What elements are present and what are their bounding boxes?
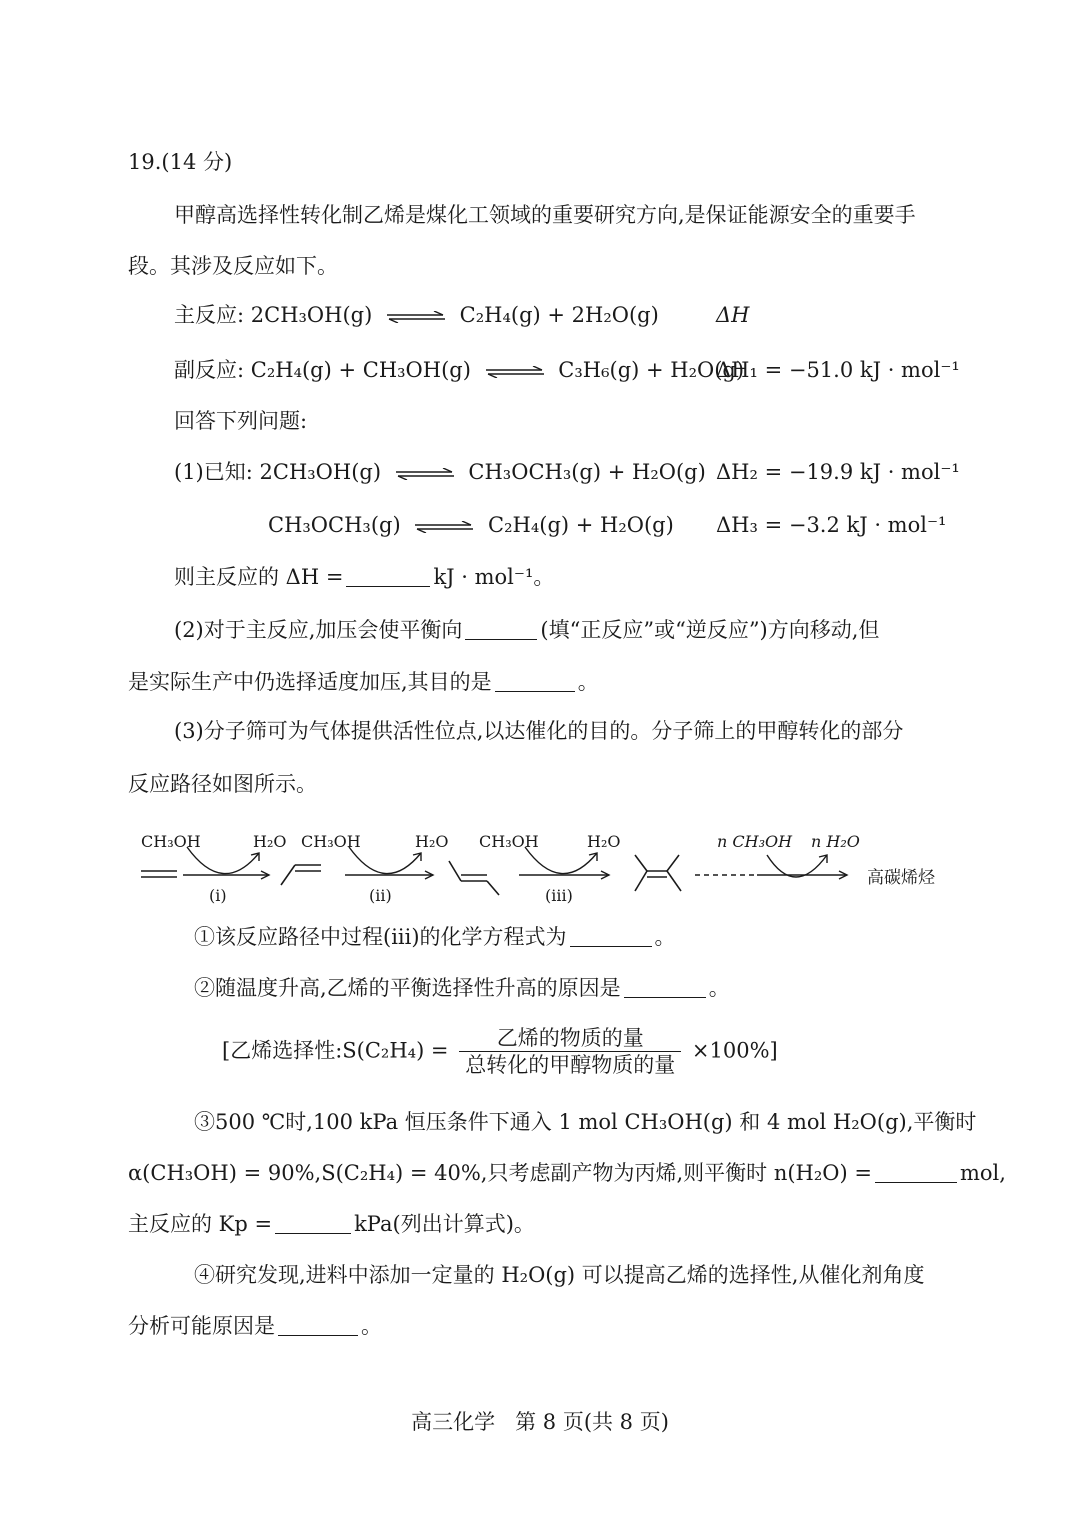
selectivity-formula <box>222 1028 778 1076</box>
main-reaction-left: 2CH₃OH(g) <box>250 303 373 327</box>
part2-line1-pre: (2)对于主反应,加压会使平衡向 <box>174 618 463 642</box>
part3-q3-line2-post: mol, <box>959 1161 1006 1185</box>
part3-q2-pre: ②随温度升高,乙烯的平衡选择性升高的原因是 <box>194 976 621 1000</box>
part3-q2 <box>194 978 730 999</box>
equilibrium-arrow-icon <box>486 366 544 378</box>
ethylene-structure <box>141 871 177 877</box>
part1-eq2 <box>268 515 674 536</box>
part1-eq2-dh: ΔH₃ = −3.2 kJ · mol⁻¹ <box>716 513 947 537</box>
part3-q4-line2-post: 。 <box>361 1314 382 1338</box>
side-reaction-dh: ΔH₁ = −51.0 kJ · mol⁻¹ <box>716 358 960 382</box>
step2-product: H₂O <box>415 832 449 851</box>
step2-reactant: CH₃OH <box>301 832 361 851</box>
part1-eq1-right: CH₃OCH₃(g) + H₂O(g) <box>468 460 706 484</box>
equilibrium-arrow-icon <box>396 468 454 480</box>
part3-q3-line-2 <box>128 1163 1006 1184</box>
step4-product: n H₂O <box>811 832 860 851</box>
propene-structure <box>281 865 321 885</box>
part1-eq1-left: 2CH₃OH(g) <box>259 460 382 484</box>
part3-q1-post: 。 <box>654 925 676 949</box>
butene-structure <box>449 861 499 895</box>
part3-q2-post: 。 <box>708 976 730 1000</box>
step1-reactant: CH₃OH <box>141 832 201 851</box>
question-number: 19. <box>128 150 162 174</box>
answer-blank[interactable] <box>346 585 430 587</box>
answer-blank[interactable] <box>278 1334 358 1336</box>
part1-ask-pre: 则主反应的 ΔH = <box>174 565 344 589</box>
question-score: (14 分) <box>161 150 233 174</box>
answer-blank[interactable] <box>495 690 575 692</box>
curved-arrow-icon <box>767 855 827 877</box>
selectivity-prefix: [乙烯选择性:S(C₂H₄) = <box>222 1038 449 1063</box>
part1-eq1 <box>174 462 706 483</box>
part2-line1-post: (填“正反应”或“逆反应”)方向移动,但 <box>540 618 880 642</box>
answer-blank[interactable] <box>570 945 652 947</box>
answer-blank[interactable] <box>465 638 537 640</box>
part3-line-1: (3)分子筛可为气体提供活性位点,以达催化的目的。分子筛上的甲醇转化的部分 <box>174 719 904 743</box>
reaction-pathway-diagram <box>135 825 955 905</box>
intro-line-2: 段。其涉及反应如下。 <box>128 254 338 278</box>
part2-line2-pre: 是实际生产中仍选择适度加压,其目的是 <box>128 670 492 694</box>
selectivity-fraction <box>459 1028 681 1076</box>
part3-q4-line-2 <box>128 1316 382 1337</box>
equilibrium-arrow-icon <box>387 311 445 323</box>
part1-label: (1)已知: <box>174 460 253 484</box>
part2-line-2 <box>128 672 599 693</box>
part1-eq2-right: C₂H₄(g) + H₂O(g) <box>488 513 674 537</box>
step3-product: H₂O <box>587 832 621 851</box>
step4-reactant: n CH₃OH <box>717 832 793 851</box>
side-reaction-left: C₂H₄(g) + CH₃OH(g) <box>250 358 471 382</box>
part1-ask-post: kJ · mol⁻¹。 <box>433 565 555 589</box>
part1-question <box>174 567 554 588</box>
step1-product: H₂O <box>253 832 287 851</box>
main-reaction-right: C₂H₄(g) + 2H₂O(g) <box>459 303 659 327</box>
final-product: 高碳烯烃 <box>867 868 935 888</box>
part3-q1 <box>194 927 676 948</box>
question-header <box>128 152 232 173</box>
side-reaction <box>174 360 744 381</box>
step2-label: (ii) <box>369 886 392 905</box>
part3-q1-pre: ①该反应路径中过程(iii)的化学方程式为 <box>194 925 567 949</box>
equilibrium-arrow-icon <box>415 521 473 533</box>
part1-eq1-dh: ΔH₂ = −19.9 kJ · mol⁻¹ <box>716 460 960 484</box>
step3-reactant: CH₃OH <box>479 832 539 851</box>
part3-line-2: 反应路径如图所示。 <box>128 772 317 796</box>
part3-q4-line2-pre: 分析可能原因是 <box>128 1314 275 1338</box>
part2-line2-post: 。 <box>577 670 599 694</box>
answer-prompt: 回答下列问题: <box>174 409 308 433</box>
tetramethylethylene-structure <box>635 855 681 891</box>
answer-blank[interactable] <box>624 996 706 998</box>
main-reaction-label: 主反应: <box>174 303 245 327</box>
side-reaction-label: 副反应: <box>174 358 245 382</box>
part3-q4-line-1: ④研究发现,进料中添加一定量的 H₂O(g) 可以提高乙烯的选择性,从催化剂角度 <box>194 1263 925 1287</box>
part3-q3-line-1: ③500 ℃时,100 kPa 恒压条件下通入 1 mol CH₃OH(g) 和 4 mol H₂O(g),平衡时 <box>194 1110 977 1134</box>
selectivity-suffix: ×100%] <box>691 1038 778 1063</box>
answer-blank[interactable] <box>875 1181 957 1183</box>
side-reaction-right: C₃H₆(g) + H₂O(g) <box>558 358 745 382</box>
step3-label: (iii) <box>545 886 573 905</box>
part3-q3-line-3 <box>128 1214 535 1235</box>
answer-blank[interactable] <box>275 1232 351 1234</box>
main-reaction <box>174 305 659 326</box>
part3-q3-line3-pre: 主反应的 Kp = <box>128 1212 273 1236</box>
selectivity-numerator: 乙烯的物质的量 <box>459 1028 681 1052</box>
selectivity-denominator: 总转化的甲醇物质的量 <box>465 1053 676 1077</box>
step1-label: (i) <box>209 886 227 905</box>
part2-line-1 <box>174 620 879 641</box>
part1-eq2-left: CH₃OCH₃(g) <box>268 513 401 537</box>
part3-q3-line2-pre: α(CH₃OH) = 90%,S(C₂H₄) = 40%,只考虑副产物为丙烯,则平衡时 n(H₂O) = <box>128 1161 872 1185</box>
main-reaction-dh: ΔH <box>716 303 750 327</box>
intro-line-1: 甲醇高选择性转化制乙烯是煤化工领域的重要研究方向,是保证能源安全的重要手 <box>174 203 916 227</box>
part3-q3-line3-post: kPa(列出计算式)。 <box>354 1212 535 1236</box>
page-footer: 高三化学 第 8 页(共 8 页) <box>411 1410 669 1434</box>
